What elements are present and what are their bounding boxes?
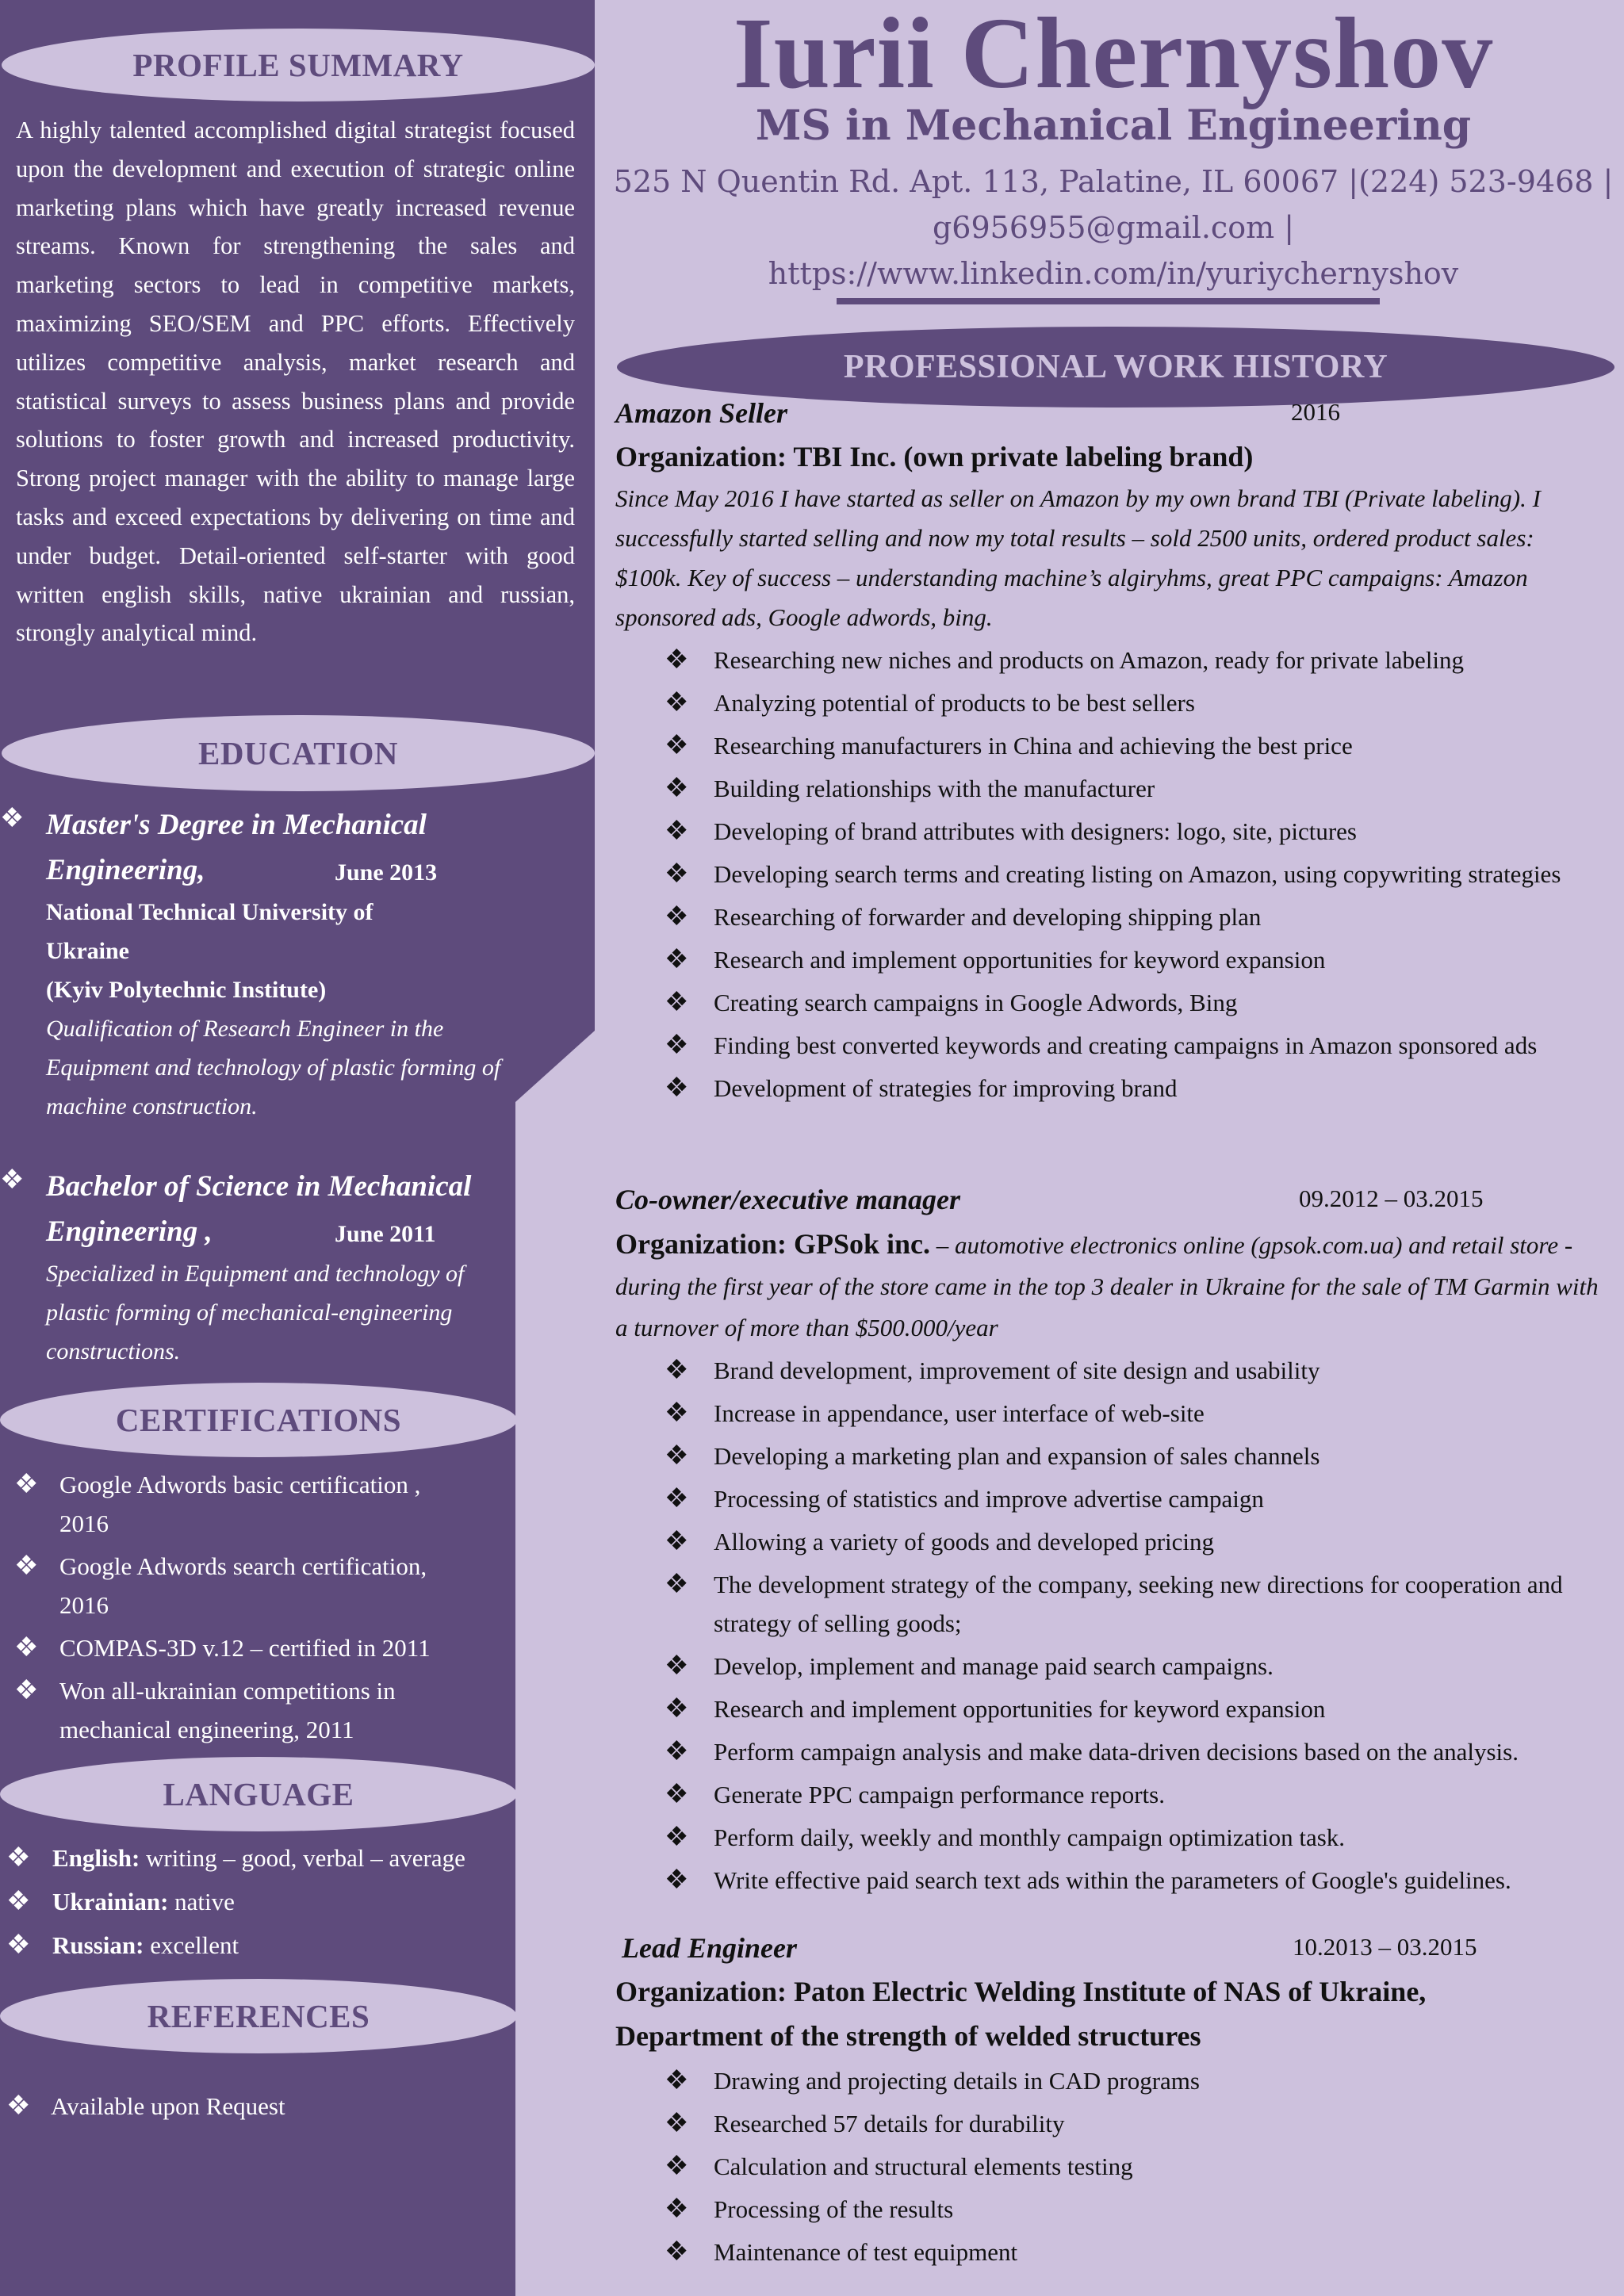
diamond-bullet-icon: ❖ (665, 1031, 689, 1060)
job-title: Lead Engineer (622, 1932, 797, 1964)
institution-name-cont: Ukraine (46, 938, 129, 964)
diamond-bullet-icon: ❖ (665, 2066, 689, 2095)
language-list (0, 1836, 465, 1967)
degree-date: June 2011 (335, 1221, 436, 1247)
job-duties (615, 2061, 1599, 2271)
diamond-bullet-icon: ❖ (665, 1780, 689, 1809)
sidebar (0, 0, 595, 2296)
language-heading: LANGUAGE (0, 1757, 517, 1831)
diamond-bullet-icon: ❖ (665, 1356, 689, 1385)
list-item: ❖ Developing a marketing plan and expansion of sales channels (615, 1437, 1599, 1475)
job-duties (615, 1351, 1599, 1900)
list-item: ❖ Russian: excellent (0, 1923, 465, 1967)
list-item: ❖ Research and implement opportunities for keyword expansion (615, 940, 1599, 979)
list-item: ❖ COMPAS-3D v.12 – certified in 2011 (0, 1628, 472, 1667)
diamond-bullet-icon: ❖ (665, 1823, 689, 1852)
list-item: ❖ Generate PPC campaign performance reports. (615, 1775, 1599, 1814)
degree-date: June 2013 (335, 859, 438, 886)
diamond-bullet-icon: ❖ (665, 2237, 689, 2267)
list-item: ❖ Brand development, improvement of site design and usability (615, 1351, 1599, 1390)
diamond-bullet-icon: ❖ (665, 731, 689, 760)
job-title: Co-owner/executive manager (615, 1184, 960, 1215)
degree-description: Qualification of Research Engineer in the Equipment and technology of plastic forming of machine construction. (46, 1016, 501, 1119)
list-item: ❖ Google Adwords search certification, 2016 (0, 1547, 472, 1624)
diamond-bullet-icon: ❖ (0, 804, 25, 833)
list-item: ❖ Perform campaign analysis and make data-driven decisions based on the analysis. (615, 1732, 1599, 1771)
diamond-bullet-icon: ❖ (6, 1843, 31, 1873)
list-item: ❖ Researched 57 details for durability (615, 2104, 1599, 2143)
degree-description: Specialized in Equipment and technology of plastic forming of mechanical-engineering constructions. (46, 1261, 465, 1364)
education-heading: EDUCATION (2, 715, 595, 791)
list-item: ❖ Research and implement opportunities for keyword expansion (615, 1689, 1599, 1728)
contact-linkedin[interactable]: https://www.linkedin.com/in/yuriychernyshov (768, 256, 1459, 291)
list-item: ❖ Researching manufacturers in China and achieving the best price (615, 726, 1599, 765)
organization-description: – automotive electronics online (gpsok.com.ua) and retail store - during the first year of the store came in the top 3 dealer in Ukraine for the sale of TM Garmin with a turnover of more than $500.000/year (615, 1231, 1599, 1341)
list-item: ❖ Researching new niches and products on Amazon, ready for private labeling (615, 641, 1599, 679)
diamond-bullet-icon: ❖ (6, 1887, 31, 1916)
list-item: ❖ Drawing and projecting details in CAD programs (615, 2061, 1599, 2100)
diamond-bullet-icon: ❖ (665, 817, 689, 846)
job-dates: 2016 (1291, 398, 1340, 426)
profile-summary-text: A highly talented accomplished digital strategist focused upon the development and execution of strategic online marketing plans which have greatly increased revenue streams. Known for strengthening the sales and marketing sectors to lead in competitive markets, maximizing SEO/SEM and PPC efforts. Effectively utilizes competitive analysis, market research and statistical surveys to assess business plans and provide solutions to foster growth and increased productivity. Strong project manager with the ability to manage large tasks and exceed expectations by delivering on time and under budget. Detail-oriented self-starter with good written english skills, native ukrainian and russian, strongly analytical mind. (16, 117, 575, 647)
education-entry-masters (46, 802, 522, 1126)
list-item: ❖ Processing of the results (615, 2190, 1599, 2229)
diamond-bullet-icon: ❖ (14, 1552, 39, 1581)
list-item: ❖ Increase in appendance, user interface of web-site (615, 1394, 1599, 1433)
diamond-bullet-icon: ❖ (14, 1633, 39, 1663)
job-dates: 09.2012 – 03.2015 (1299, 1184, 1484, 1212)
degree-title: Bachelor of Science in Mechanical (46, 1170, 472, 1203)
list-item: ❖ Perform daily, weekly and monthly campaign optimization task. (615, 1818, 1599, 1857)
references-heading: REFERENCES (0, 1979, 517, 2053)
job-organization: Organization: Paton Electric Welding Institute of NAS of Ukraine, Department of the strength of welded structures (615, 1976, 1427, 2052)
diamond-bullet-icon: ❖ (665, 1737, 689, 1766)
institution-alias: (Kyiv Polytechnic Institute) (46, 977, 327, 1003)
contact-email[interactable]: g6956955@gmail.com | (932, 210, 1295, 245)
diamond-bullet-icon: ❖ (665, 1651, 689, 1681)
list-item: ❖ Developing search terms and creating listing on Amazon, using copywriting strategies (615, 855, 1599, 894)
list-item: ❖ Maintenance of test equipment (615, 2233, 1599, 2271)
list-item: ❖ Development of strategies for improving brand (615, 1069, 1599, 1108)
diamond-bullet-icon: ❖ (14, 1470, 39, 1499)
job-entry-amazon-seller (615, 392, 1599, 1112)
diamond-bullet-icon: ❖ (665, 988, 689, 1017)
job-dates: 10.2013 – 03.2015 (1293, 1933, 1477, 1961)
diamond-bullet-icon: ❖ (665, 2152, 689, 2181)
job-entry-lead-engineer (615, 1927, 1599, 2275)
job-duties (615, 641, 1599, 1108)
candidate-degree: MS in Mechanical Engineering (755, 101, 1472, 150)
list-item: ❖ Creating search campaigns in Google Adwords, Bing (615, 983, 1599, 1022)
diamond-bullet-icon: ❖ (665, 1866, 689, 1895)
degree-title: Master's Degree in Mechanical (46, 809, 427, 841)
diamond-bullet-icon: ❖ (665, 2109, 689, 2138)
diamond-bullet-icon: ❖ (665, 688, 689, 718)
diamond-bullet-icon: ❖ (665, 1527, 689, 1556)
diamond-bullet-icon: ❖ (665, 1484, 689, 1513)
diamond-bullet-icon: ❖ (665, 1694, 689, 1724)
candidate-name: Iurii Chernyshov (733, 0, 1494, 109)
job-entry-co-owner (615, 1178, 1599, 1904)
list-item: ❖ Available upon Request (0, 2087, 285, 2126)
list-item: ❖ Ukrainian: native (0, 1880, 465, 1923)
job-title: Amazon Seller (615, 397, 788, 429)
references-list (0, 2087, 285, 2126)
list-item: ❖ Allowing a variety of goods and developed pricing (615, 1522, 1599, 1561)
diamond-bullet-icon: ❖ (0, 1165, 25, 1195)
diamond-bullet-icon: ❖ (665, 774, 689, 803)
diamond-bullet-icon: ❖ (665, 1073, 689, 1103)
list-item: ❖ Calculation and structural elements testing (615, 2147, 1599, 2186)
diamond-bullet-icon: ❖ (665, 645, 689, 675)
list-item: ❖ Google Adwords basic certification , 2016 (0, 1465, 472, 1543)
education-entry-bachelor (46, 1164, 522, 1371)
contact-address-phone: 525 N Quentin Rd. Apt. 113, Palatine, IL 60067 |(224) 523-9468 | (613, 164, 1614, 199)
list-item: ❖ Won all-ukrainian competitions in mechanical engineering, 2011 (0, 1671, 472, 1749)
list-item: ❖ Developing of brand attributes with designers: logo, site, pictures (615, 812, 1599, 851)
certifications-list (0, 1465, 472, 1753)
diamond-bullet-icon: ❖ (6, 2091, 31, 2121)
certifications-heading: CERTIFICATIONS (0, 1383, 517, 1457)
list-item: ❖ Researching of forwarder and developing shipping plan (615, 897, 1599, 936)
job-summary: Since May 2016 I have started as seller on Amazon by my own brand TBI (Private labeling). I successfully started selling and now my total results – sold 2500 units, ordered product sales: $100k. Key of success – understanding machine’s algiryhms, great PPC campaigns: Amazon sponsored ads, Google adwords, bing. (615, 484, 1541, 631)
list-item: ❖ The development strategy of the company, seeking new directions for cooperation and strategy of selling goods; (615, 1565, 1599, 1643)
diamond-bullet-icon: ❖ (665, 1399, 689, 1428)
list-item: ❖ Develop, implement and manage paid search campaigns. (615, 1647, 1599, 1686)
diamond-bullet-icon: ❖ (14, 1676, 39, 1705)
diamond-bullet-icon: ❖ (665, 902, 689, 932)
header-divider (837, 298, 1380, 304)
list-item: ❖ Finding best converted keywords and creating campaigns in Amazon sponsored ads (615, 1026, 1599, 1065)
list-item: ❖ English: writing – good, verbal – average (0, 1836, 465, 1880)
list-item: ❖ Analyzing potential of products to be best sellers (615, 683, 1599, 722)
job-organization: Organization: GPSok inc. – automotive electronics online (gpsok.com.ua) and retail store - during the first year of the store came in the top 3 dealer in Ukraine for the sale of TM Garmin with a turnover of more than $500.000/year (615, 1228, 1599, 1341)
diamond-bullet-icon: ❖ (665, 2195, 689, 2224)
degree-title-cont: Engineering , (46, 1215, 213, 1248)
diamond-bullet-icon: ❖ (665, 1570, 689, 1599)
resume-header (603, 0, 1624, 297)
degree-title-cont: Engineering, (46, 854, 205, 886)
list-item: ❖ Write effective paid search text ads within the parameters of Google's guidelines. (615, 1861, 1599, 1900)
list-item: ❖ Processing of statistics and improve advertise campaign (615, 1479, 1599, 1518)
diamond-bullet-icon: ❖ (665, 945, 689, 974)
job-organization: Organization: TBI Inc. (own private labeling brand) (615, 441, 1254, 473)
institution-name: National Technical University of (46, 899, 373, 925)
diamond-bullet-icon: ❖ (6, 1931, 31, 1960)
diamond-bullet-icon: ❖ (665, 1441, 689, 1471)
work-history-heading: PROFESSIONAL WORK HISTORY (617, 327, 1614, 408)
diamond-bullet-icon: ❖ (665, 859, 689, 889)
profile-summary-heading: PROFILE SUMMARY (2, 29, 595, 101)
list-item: ❖ Building relationships with the manufacturer (615, 769, 1599, 808)
